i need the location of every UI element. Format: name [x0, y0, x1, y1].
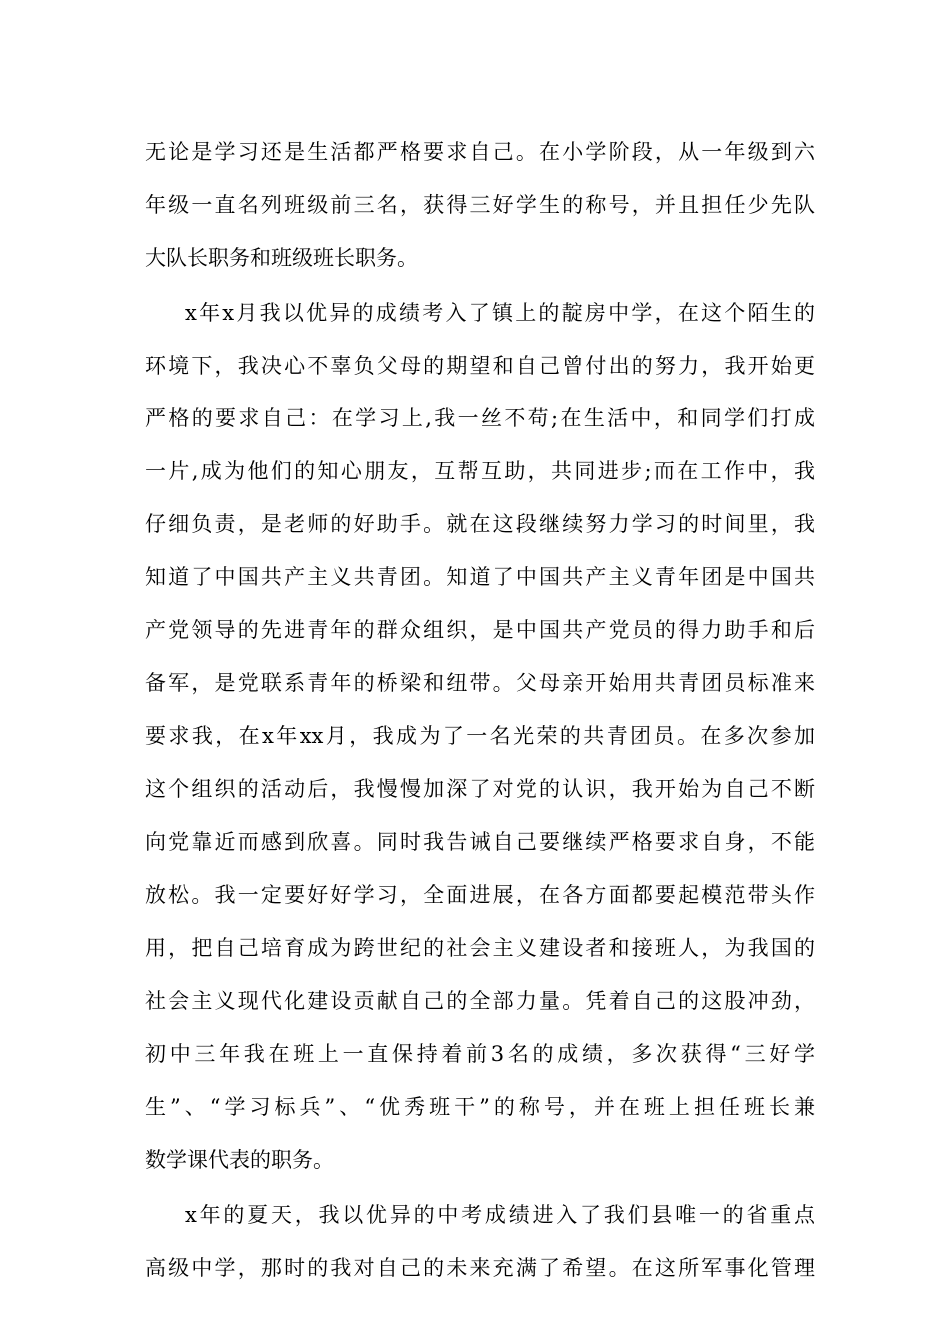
text-line: 知道了中国共产主义共青团。知道了中国共产主义青年团是中国共 — [145, 565, 815, 589]
text-line: x年的夏天，我以优异的中考成绩进入了我们县唯一的省重点 — [185, 1203, 815, 1227]
text-line: 数学课代表的职务。 — [145, 1148, 334, 1172]
text-line: 环境下，我决心不辜负父母的期望和自己曾付出的努力，我开始更 — [145, 354, 815, 378]
text-line: 这个组织的活动后，我慢慢加深了对党的认识，我开始为自己不断 — [145, 777, 815, 801]
text-line: 无论是学习还是生活都严格要求自己。在小学阶段，从一年级到六 — [145, 140, 815, 164]
text-line: 社会主义现代化建设贡献自己的全部力量。凭着自己的这股冲劲， — [145, 989, 815, 1013]
text-line: 大队长职务和班级班长职务。 — [145, 246, 418, 270]
text-line: 要求我，在x年xx月，我成为了一名光荣的共青团员。在多次参加 — [145, 724, 815, 748]
text-line: 产党领导的先进青年的群众组织，是中国共产党员的得力助手和后 — [145, 618, 815, 642]
text-line: 一片,成为他们的知心朋友，互帮互助，共同进步;而在工作中，我 — [145, 459, 815, 483]
text-line: 年级一直名列班级前三名，获得三好学生的称号，并且担任少先队 — [145, 193, 815, 217]
text-line: 向党靠近而感到欣喜。同时我告诫自己要继续严格要求自身，不能 — [145, 830, 815, 854]
text-line: 仔细负责，是老师的好助手。就在这段继续努力学习的时间里，我 — [145, 512, 815, 536]
text-line: 初中三年我在班上一直保持着前3名的成绩，多次获得“三好学 — [145, 1042, 815, 1066]
text-line: 放松。我一定要好好学习，全面进展，在各方面都要起模范带头作 — [145, 883, 815, 907]
text-line: 用，把自己培育成为跨世纪的社会主义建设者和接班人，为我国的 — [145, 936, 815, 960]
text-line: 备军，是党联系青年的桥梁和纽带。父母亲开始用共青团员标准来 — [145, 671, 815, 695]
text-line: 严格的要求自己：在学习上,我一丝不苟;在生活中，和同学们打成 — [145, 406, 815, 430]
text-line: 高级中学，那时的我对自己的未来充满了希望。在这所军事化管理 — [145, 1256, 815, 1280]
text-line: 生”、“学习标兵”、“优秀班干”的称号，并在班上担任班长兼 — [145, 1095, 815, 1119]
text-line: x年x月我以优异的成绩考入了镇上的靛房中学，在这个陌生的 — [185, 301, 815, 325]
